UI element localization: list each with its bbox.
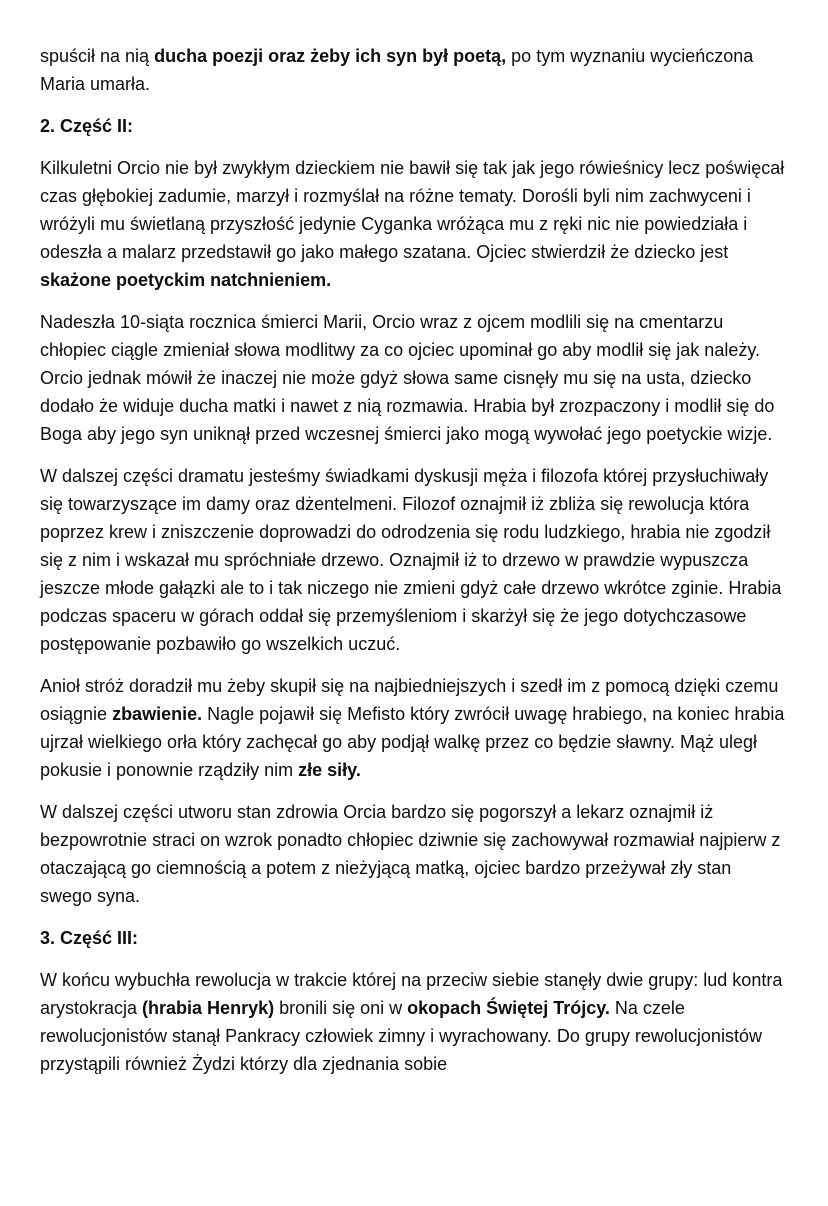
heading-part-2 (40, 112, 788, 140)
text-run: Nagle pojawił się Mefisto który zwrócił uwagę hrabiego, na koniec hrabia ujrzał wielkiego orła który zachęcał go aby podjął walkę przez co będzie sławny. Mąż uległ pokusie i ponownie rządziły nim (40, 704, 785, 780)
bold-text-run: okopach Świętej Trójcy. (407, 998, 610, 1018)
heading-part-3 (40, 924, 788, 952)
bold-text-run: zbawienie. (112, 704, 203, 724)
text-run: W dalszej części utworu stan zdrowia Orcia bardzo się pogorszył a lekarz oznajmił iż bezpowrotnie straci on wzrok ponadto chłopiec dziwnie się zachowywał rozmawiał najpierw z otaczającą go ciemnością a potem z nieżyjącą matką, ojciec bardzo przeżywał zły stan swego syna. (40, 802, 781, 906)
bold-text-run: skażone poetyckim natchnieniem. (40, 270, 332, 290)
text-run: bronili się oni w (274, 998, 408, 1018)
paragraph-cemetery-anniversary (40, 308, 788, 448)
paragraph-maria-death (40, 42, 788, 98)
text-run: W końcu wybuchła rewolucja w trakcie której na przeciw siebie stanęły dwie grupy: lud kontra arystokracja (40, 970, 783, 1018)
text-run: Na czele rewolucjonistów stanął Pankracy człowiek zimny i wyrachowany. Do grupy rewolucjonistów przystąpili również Żydzi którzy dla zjednania sobie (40, 998, 762, 1074)
bold-text-run: (hrabia Henryk) (142, 998, 275, 1018)
bold-text-run: złe siły. (298, 760, 361, 780)
bold-text-run: 3. Część III: (40, 928, 139, 948)
paragraph-orcio-childhood (40, 154, 788, 294)
text-run: spuścił na nią (40, 46, 155, 66)
text-run: Anioł stróż doradził mu żeby skupił się na najbiedniejszych i szedł im z pomocą dzięki czemu osiągnie (40, 676, 779, 724)
paragraph-revolution (40, 966, 788, 1078)
text-run: po tym wyznaniu wycieńczona Maria umarła. (40, 46, 754, 94)
paragraph-guardian-angel-mephisto (40, 672, 788, 784)
bold-text-run: ducha poezji oraz żeby ich syn był poetą, (154, 46, 507, 66)
paragraph-philosopher-discussion (40, 462, 788, 658)
bold-text-run: 2. Część II: (40, 116, 134, 136)
paragraph-orcio-illness (40, 798, 788, 910)
text-run: Nadeszła 10-siąta rocznica śmierci Marii, Orcio wraz z ojcem modlili się na cmentarzu chłopiec ciągle zmieniał słowa modlitwy za co ojciec upominał go aby modlił się jak należy. Orcio jednak mówił że inaczej nie może gdyż słowa same cisnęły mu się na usta, dziecko dodało że widuje ducha matki i nawet z nią rozmawia. Hrabia był zrozpaczony i modlił się do Boga aby jego syn uniknął przed wczesnej śmierci jako mogą wywołać jego poetyckie wizje. (40, 312, 775, 444)
text-run: W dalszej części dramatu jesteśmy świadkami dyskusji męża i filozofa której przysłuchiwały się towarzyszące im damy oraz dżentelmeni. Filozof oznajmił iż zbliża się rewolucja która poprzez krew i zniszczenie doprowadzi do odrodzenia się rodu ludzkiego, hrabia nie zgodził się z nim i wskazał mu spróchniałe drzewo. Oznajmił iż to drzewo w prawdzie wypuszcza jeszcze młode gałązki ale to i tak niczego nie zmieni gdyż całe drzewo wkrótce zginie. Hrabia podczas spaceru w górach oddał się przemyśleniom i skarżył się że jego dotychczasowe postępowanie pozbawiło go wszelkich uczuć. (40, 466, 782, 654)
text-run: Kilkuletni Orcio nie był zwykłym dzieckiem nie bawił się tak jak jego rówieśnicy lecz poświęcał czas głębokiej zadumie, marzył i rozmyślał na różne tematy. Dorośli byli nim zachwyceni i wróżyli mu świetlaną przyszłość jedynie Cyganka wróżąca mu z ręki nic nie powiedziała i odeszła a malarz przedstawił go jako małego szatana. Ojciec stwierdził że dziecko jest (40, 158, 785, 262)
